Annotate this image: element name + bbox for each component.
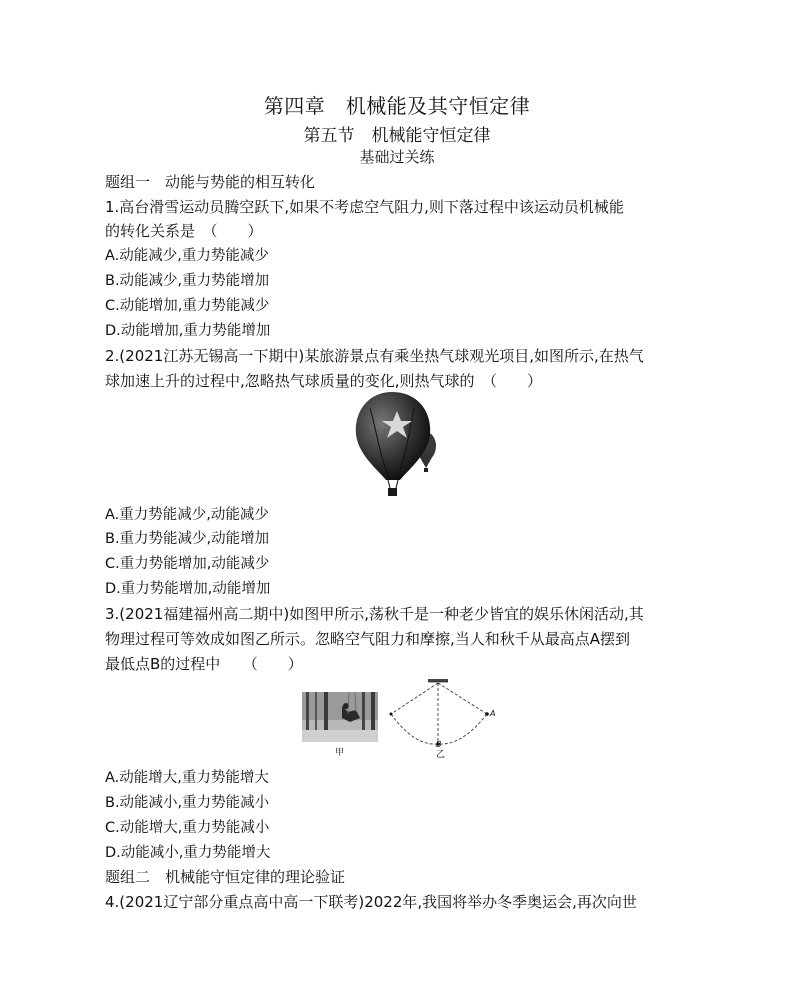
q3-option-b: B.动能减小,重力势能减小 [105,795,270,811]
q3-stem-line2: 物理过程可等效成如图乙所示。忽略空气阻力和摩擦,当人和秋千从最高点A摆到 [105,630,631,648]
hot-air-balloon-image [350,388,442,500]
group1-title: 题组一 动能与势能的相互转化 [105,173,316,191]
exercise-subtitle: 基础过关练 [359,148,435,166]
q3-stem-line1: 3.(2021福建福州高二期中)如图甲所示,荡秋千是一种老少皆宜的娱乐休闲活动,其 [105,605,644,623]
swing-photo [302,692,378,742]
chapter-title: 第四章 机械能及其守恒定律 [263,94,531,118]
q3-option-d: D.动能减小,重力势能增大 [105,845,271,861]
q3-stem-line3: 最低点B的过程中 （ ） [105,655,303,673]
q2-option-d: D.重力势能增加,动能增加 [105,581,271,597]
q3-option-c: C.动能增大,重力势能减小 [105,820,270,836]
point-b-label: B [436,740,442,749]
q1-stem-line2: 的转化关系是 （ ） [105,222,263,240]
q2-option-c: C.重力势能增加,动能减少 [105,556,270,572]
q4-stem-line1: 4.(2021辽宁部分重点高中高一下联考)2022年,我国将举办冬季奥运会,再次向世 [105,893,637,911]
group2-title: 题组二 机械能守恒定律的理论验证 [105,868,346,886]
point-a-label: A [490,709,496,718]
figure-label-jia: 甲 [335,748,345,758]
q1-option-c: C.动能增加,重力势能减少 [105,298,270,314]
q2-option-a: A.重力势能减少,动能减少 [105,507,269,523]
q1-option-b: B.动能减少,重力势能增加 [105,273,270,289]
figure-label-yi: 乙 [436,750,446,760]
pendulum-diagram [388,676,498,754]
section-title: 第五节 机械能守恒定律 [303,126,491,146]
q2-option-b: B.重力势能减少,动能增加 [105,531,270,547]
q2-stem-line1: 2.(2021江苏无锡高一下期中)某旅游景点有乘坐热气球观光项目,如图所示,在热气 [105,347,644,365]
q2-stem-line2: 球加速上升的过程中,忽略热气球质量的变化,则热气球的 （ ） [105,372,543,390]
q1-option-a: A.动能减少,重力势能减少 [105,248,269,264]
q1-option-d: D.动能增加,重力势能增加 [105,323,271,339]
q1-stem-line1: 1.高台滑雪运动员腾空跃下,如果不考虑空气阻力,则下落过程中该运动员机械能 [105,198,624,216]
q3-option-a: A.动能增大,重力势能增大 [105,770,269,786]
